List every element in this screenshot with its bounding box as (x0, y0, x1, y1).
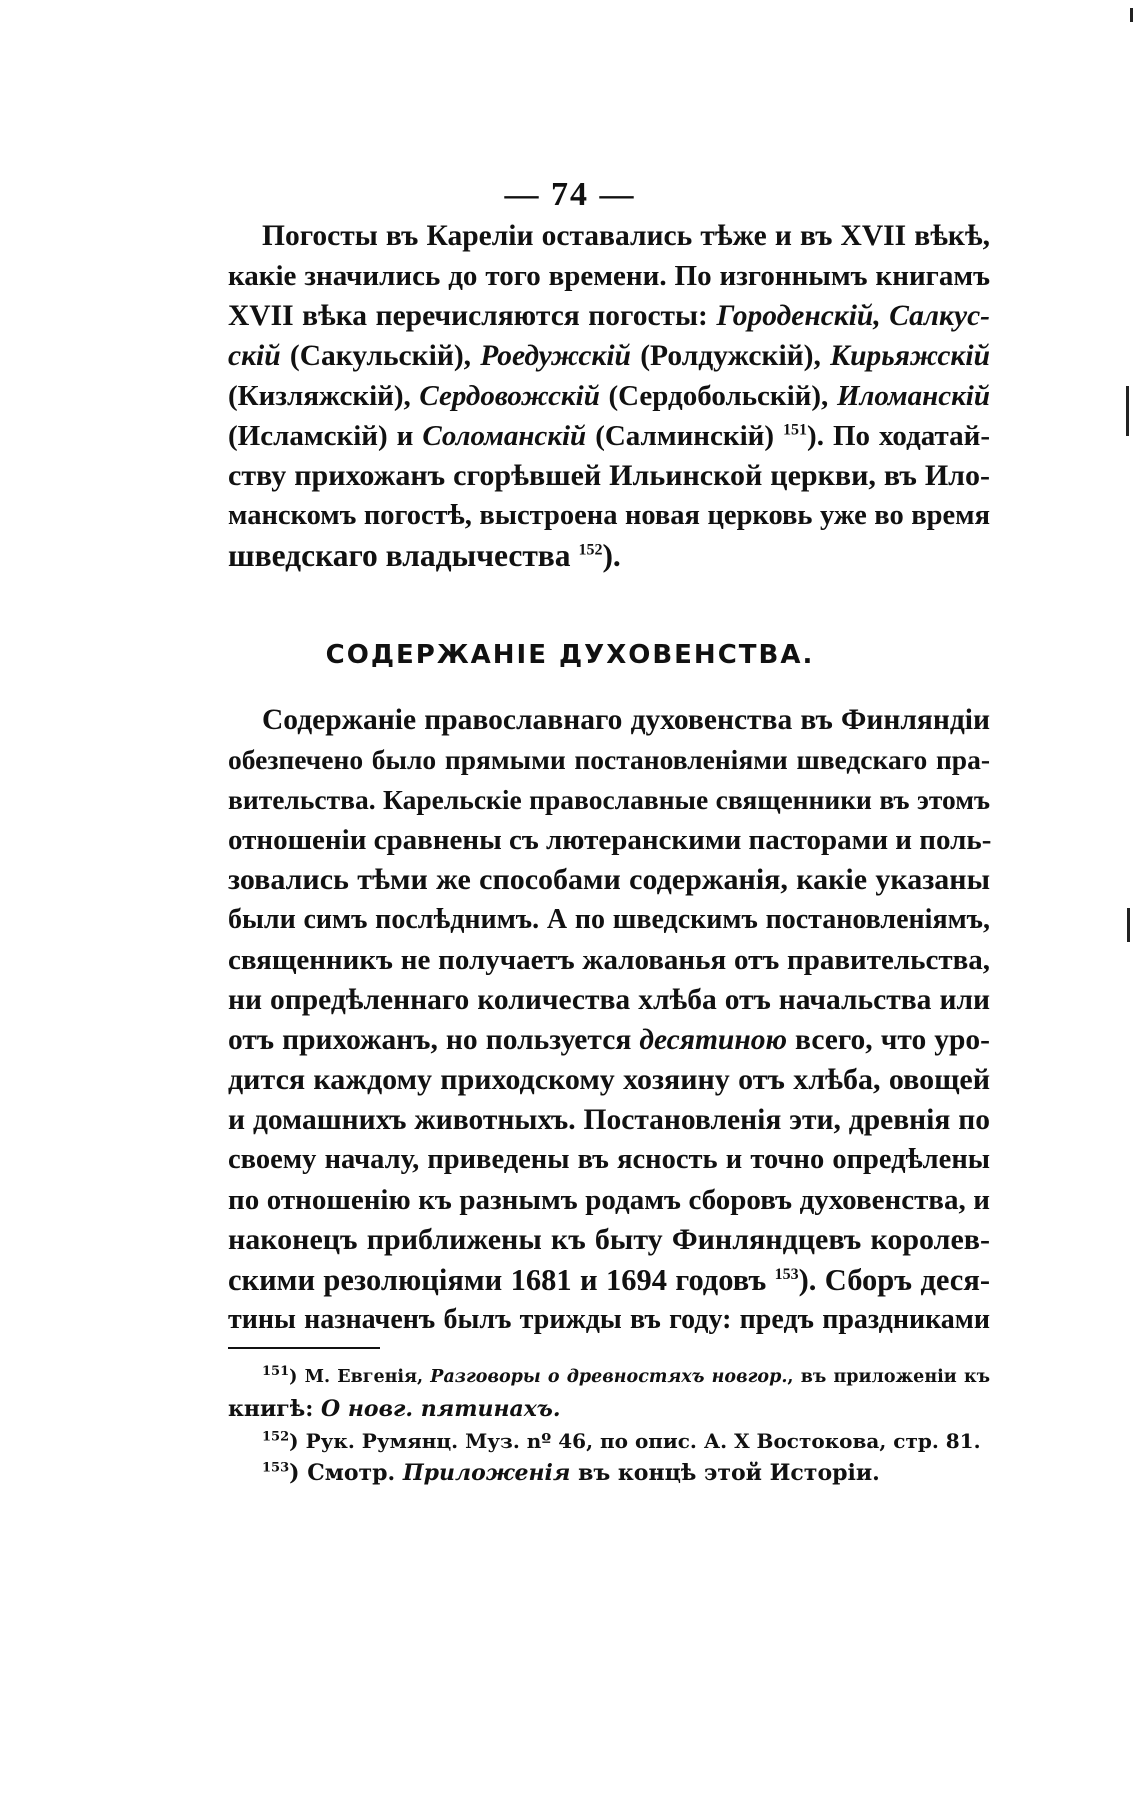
text-line: были симъ послѣднимъ. А по шведскимъ постановленіямъ, (228, 904, 990, 935)
section-heading: СОДЕРЖАНІЕ ДУХОВЕНСТВА. (325, 640, 815, 670)
text-line: по отношенію къ разнымъ родамъ сборовъ духовенства, и (228, 1184, 990, 1216)
text-line: шведскаго владычества $^{152}$). (228, 538, 621, 573)
scan-mark (1127, 908, 1130, 942)
text-line: скими резолюціями 1681 и 1694 годовъ $^{153}$). Сборъ деся- (228, 1263, 990, 1297)
footnote-ref: 151 (783, 421, 808, 439)
text-line: и домашнихъ животныхъ. Постановленія эти, древнія по (228, 1104, 990, 1136)
text-line: зовались тѣми же способами содержанія, какіе указаны (228, 863, 990, 896)
text-line: отъ прихожанъ, но пользуется десятиною всего, что уро- (228, 1024, 990, 1056)
text-line: (Кизляжскій), Сердовожскій (Сердобольскій), Иломанскій (228, 380, 990, 412)
text-line: Погосты въ Кареліи оставались тѣже и въ XVII вѣкѣ, (262, 220, 990, 252)
footnote-ref: 153 (774, 1265, 799, 1283)
text-line: обезпечено было прямыми постановленіями шведскаго пра- (228, 744, 990, 775)
footnote-151-cont: книгѣ: О новг. пятинахъ. (228, 1396, 561, 1422)
text-line: отношеніи сравнены съ лютеранскими пасторами и поль- (228, 824, 992, 856)
text-line: священникъ не получаетъ жалованья отъ правительства, (228, 944, 990, 976)
footnote-rule (228, 1347, 380, 1349)
text-line: дится каждому приходскому хозяину отъ хлѣба, овощей (228, 1063, 990, 1096)
text-line: XVII вѣка перечисляются погосты: Городенскій, Салкус- (228, 300, 990, 332)
text-line: наконецъ приближены къ быту Финляндцевъ королев- (228, 1223, 990, 1256)
footnote-153: $^{153}$) Смотр. Приложенія въ концѣ этой Исторіи. (262, 1460, 880, 1486)
page-number: — 74 — (504, 176, 636, 213)
text-line: Содержаніе православнаго духовенства въ Финляндіи (262, 704, 990, 736)
text-line: какіе значились до того времени. По изгоннымъ книгамъ (228, 260, 990, 292)
scan-speck (1130, 8, 1133, 22)
text-line: своему началу, приведены въ ясность и точно опредѣлены (228, 1144, 990, 1175)
text-line: тины назначенъ былъ трижды въ году: предъ праздниками (228, 1304, 990, 1335)
footnote-ref: 152 (578, 541, 603, 559)
footnote-151: $^{151}$) М. Евгенія, Разговоры о древностяхъ новгор., въ приложеніи къ (262, 1364, 991, 1387)
text-line: ни опредѣленнаго количества хлѣба отъ начальства или (228, 984, 990, 1016)
text-line: ству прихожанъ сгорѣвшей Ильинской церкви, въ Ило- (228, 459, 990, 492)
scan-mark (1126, 386, 1129, 436)
text-line: манскомъ погостѣ, выстроена новая церковь уже во время (228, 500, 990, 531)
text-line: скій (Сакульскій), Роедужскій (Ролдужскій), Кирьяжскій (228, 340, 990, 372)
text-line: вительства. Карельскіе православные священники въ этомъ (228, 784, 990, 815)
footnote-152: $^{152}$) Рук. Румянц. Муз. nº 46, по опис. А. Х Востокова, стр. 81. (262, 1429, 981, 1453)
text-line: (Исламскій) и Соломанскій (Салминскій) $^{151}$). По ходатай- (228, 420, 990, 452)
